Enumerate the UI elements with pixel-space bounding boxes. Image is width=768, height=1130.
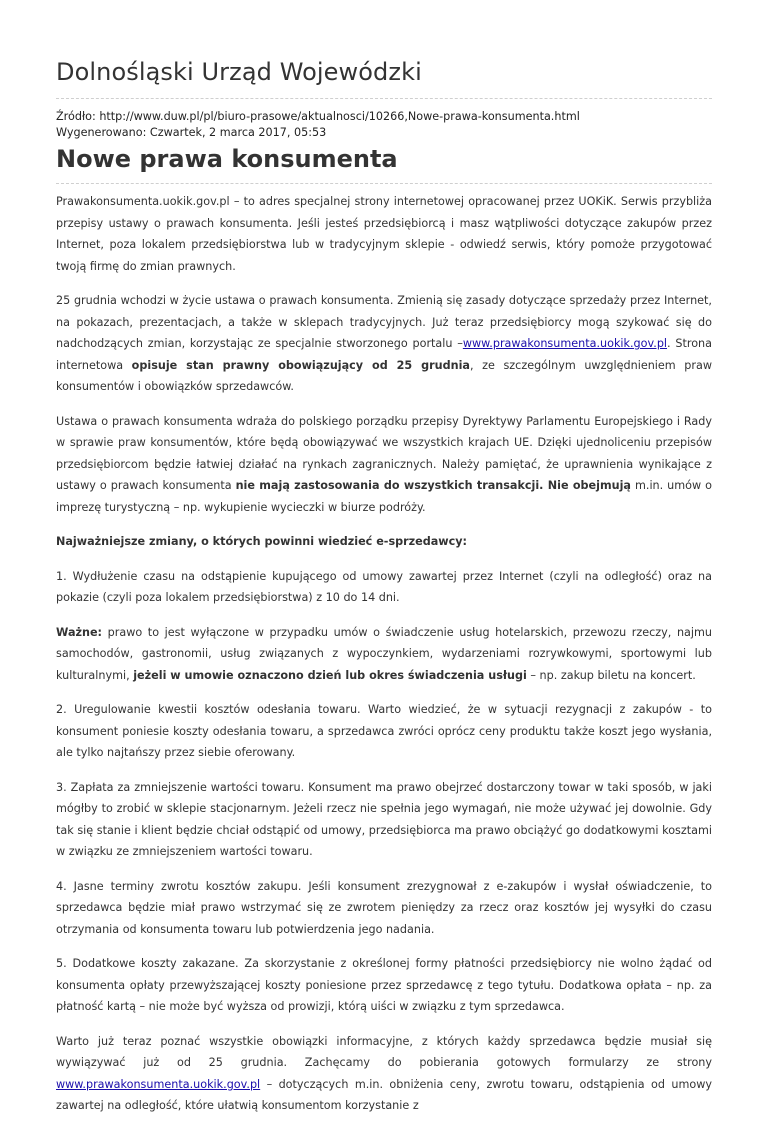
- generated-line: Wygenerowano: Czwartek, 2 marca 2017, 05:53: [56, 126, 327, 139]
- divider: [56, 98, 712, 99]
- text: , ze szczególnym uwzględnieniem praw konsumentów i obowiązków sprzedawców.: [56, 358, 712, 393]
- text: prawo to jest wyłączone w przypadku umów o świadczenie usług hotelarskich, przewozu rzeczy, najmu samochodów, gastronomii, usług związanych z wypoczynkiem, wydarzeniami rozrywkowymi, sportowymi lub kulturalnymi,: [56, 625, 712, 682]
- list-item: 2. Uregulowanie kwestii kosztów odesłania towaru. Warto wiedzieć, że w sytuacji rezygnacji z zakupów - to konsument poniesie koszty odesłania towaru, a sprzedawca zwróci oprócz ceny produktu także koszt jego wysłania, ale tylko najtańszy przez siebie oferowany.: [56, 703, 712, 759]
- bold-text: nie mają zastosowania do wszystkich transakcji. Nie obejmują: [235, 479, 631, 492]
- list-item: 3. Zapłata za zmniejszenie wartości towaru. Konsument ma prawo obejrzeć dostarczony towar w taki sposób, w jaki mógłby to zrobić w sklepie stacjonarnym. Jeżeli rzecz nie spełnia jego wymagań, nie może używać jej dowolnie. Gdy tak się stanie i klient będzie chciał odstąpić od umowy, przedsiębiorca ma prawo obciążyć go dodatkowymi kosztami w związku ze zmniejszeniem wartości towaru.: [56, 780, 712, 858]
- note-label: Ważne:: [56, 625, 103, 639]
- text: – np. zakup biletu na koncert.: [526, 668, 696, 682]
- paragraph: [56, 411, 712, 519]
- paragraph: Prawakonsumenta.uokik.gov.pl – to adres specjalnej strony internetowej opracowanej przez UOKiK. Serwis przybliża przepisy ustawy o prawach konsumenta. Jeśli jesteś przedsiębiorcą i masz wątpliwości dotyczące zakupów przez Internet, poza lokalem przedsiębiorstwa lub w tradycyjnym sklepie - odwiedź serwis, który pomoże przygotować twoją firmę do zmian prawnych.: [56, 195, 712, 273]
- bold-text: opisuje stan prawny obowiązujący od 25 grudnia: [131, 358, 470, 372]
- changes-heading: [56, 531, 712, 553]
- list-item: 4. Jasne terminy zwrotu kosztów zakupu. Jeśli konsument zrezygnował z e-zakupów i wysłał oświadczenie, to sprzedawca będzie miał prawo wstrzymać się ze zwrotem pieniędzy za rzecz oraz kosztów jej wysyłki do czasu otrzymania od konsumenta towaru lub potwierdzenia jego nadania.: [56, 879, 712, 936]
- text: 25 grudnia wchodzi w życie ustawa o prawach konsumenta. Zmienią się zasady dotyczące sprzedaży przez Internet, na pokazach, prezentacjach, a także w sklepach tradycyjnych. Już teraz przedsiębiorcy mogą szykować się do nadchodzących zmian, korzystając ze specjalnie stworzonego portalu –: [56, 294, 712, 350]
- site-title: Dolnośląski Urząd Wojewódzki: [56, 58, 422, 86]
- portal-link[interactable]: www.prawakonsumenta.uokik.gov.pl: [462, 337, 668, 350]
- text: Warto już teraz poznać wszystkie obowiązki informacyjne, z których każdy sprzedawca będzie musiał się wywiązywać już od 25 grudnia. Zachęcamy do pobierania gotowych formularzy ze strony: [56, 1034, 712, 1069]
- text: . Strona internetowa: [56, 337, 712, 372]
- list-item: 1. Wydłużenie czasu na odstąpienie kupującego od umowy zawartej przez Internet (czyli na odległość) oraz na pokazie (czyli poza lokalem przedsiębiorstwa) z 10 do 14 dni.: [56, 569, 712, 604]
- source-line: Źródło: http://www.duw.pl/pl/biuro-prasowe/aktualnosci/10266,Nowe-prawa-konsumenta.html: [56, 110, 580, 123]
- article-body: [56, 191, 712, 1130]
- text: – dotyczących m.in. obniżenia ceny, zwrotu towaru, odstąpienia od umowy zawartej na odległość, które ułatwią konsumentom korzystanie z: [56, 1077, 712, 1112]
- paragraph: [56, 290, 712, 398]
- article-title: Nowe prawa konsumenta: [56, 145, 398, 173]
- portal-link[interactable]: www.prawakonsumenta.uokik.gov.pl: [56, 1077, 261, 1091]
- meta-info: [56, 109, 580, 141]
- text: Ustawa o prawach konsumenta wdraża do polskiego porządku przepisy Dyrektywy Parlamentu Europejskiego i Rady w sprawie praw konsumentów, które będą obowiązywać we wszystkich krajach UE. Dzięki ujednoliceniu przepisów przedsiębiorcom będzie łatwiej działać na rynkach zagranicznych. Należy pamiętać, że uprawnienia wynikające z ustawy o prawach konsumenta: [56, 414, 712, 492]
- bold-text: jeżeli w umowie oznaczono dzień lub okres świadczenia usługi: [133, 668, 527, 682]
- paragraph: [56, 1031, 712, 1117]
- text: m.in. umów o imprezę turystyczną – np. wykupienie wycieczki w biurze podróży.: [56, 479, 712, 514]
- list-item: 5. Dodatkowe koszty zakazane. Za skorzystanie z określonej formy płatności przedsiębiorcy nie wolno żądać od konsumenta opłaty przewyższającej koszty poniesione przez sprzedawcę z tego tytułu. Dodatkowa opłata – np. za płatność kartą – nie może być wyższa od prowizji, którą uiści w związku z tym sprzedawca.: [56, 957, 712, 1013]
- bold-text: Najważniejsze zmiany, o których powinni wiedzieć e-sprzedawcy:: [56, 535, 468, 548]
- note-paragraph: [56, 622, 712, 687]
- divider: [56, 183, 712, 184]
